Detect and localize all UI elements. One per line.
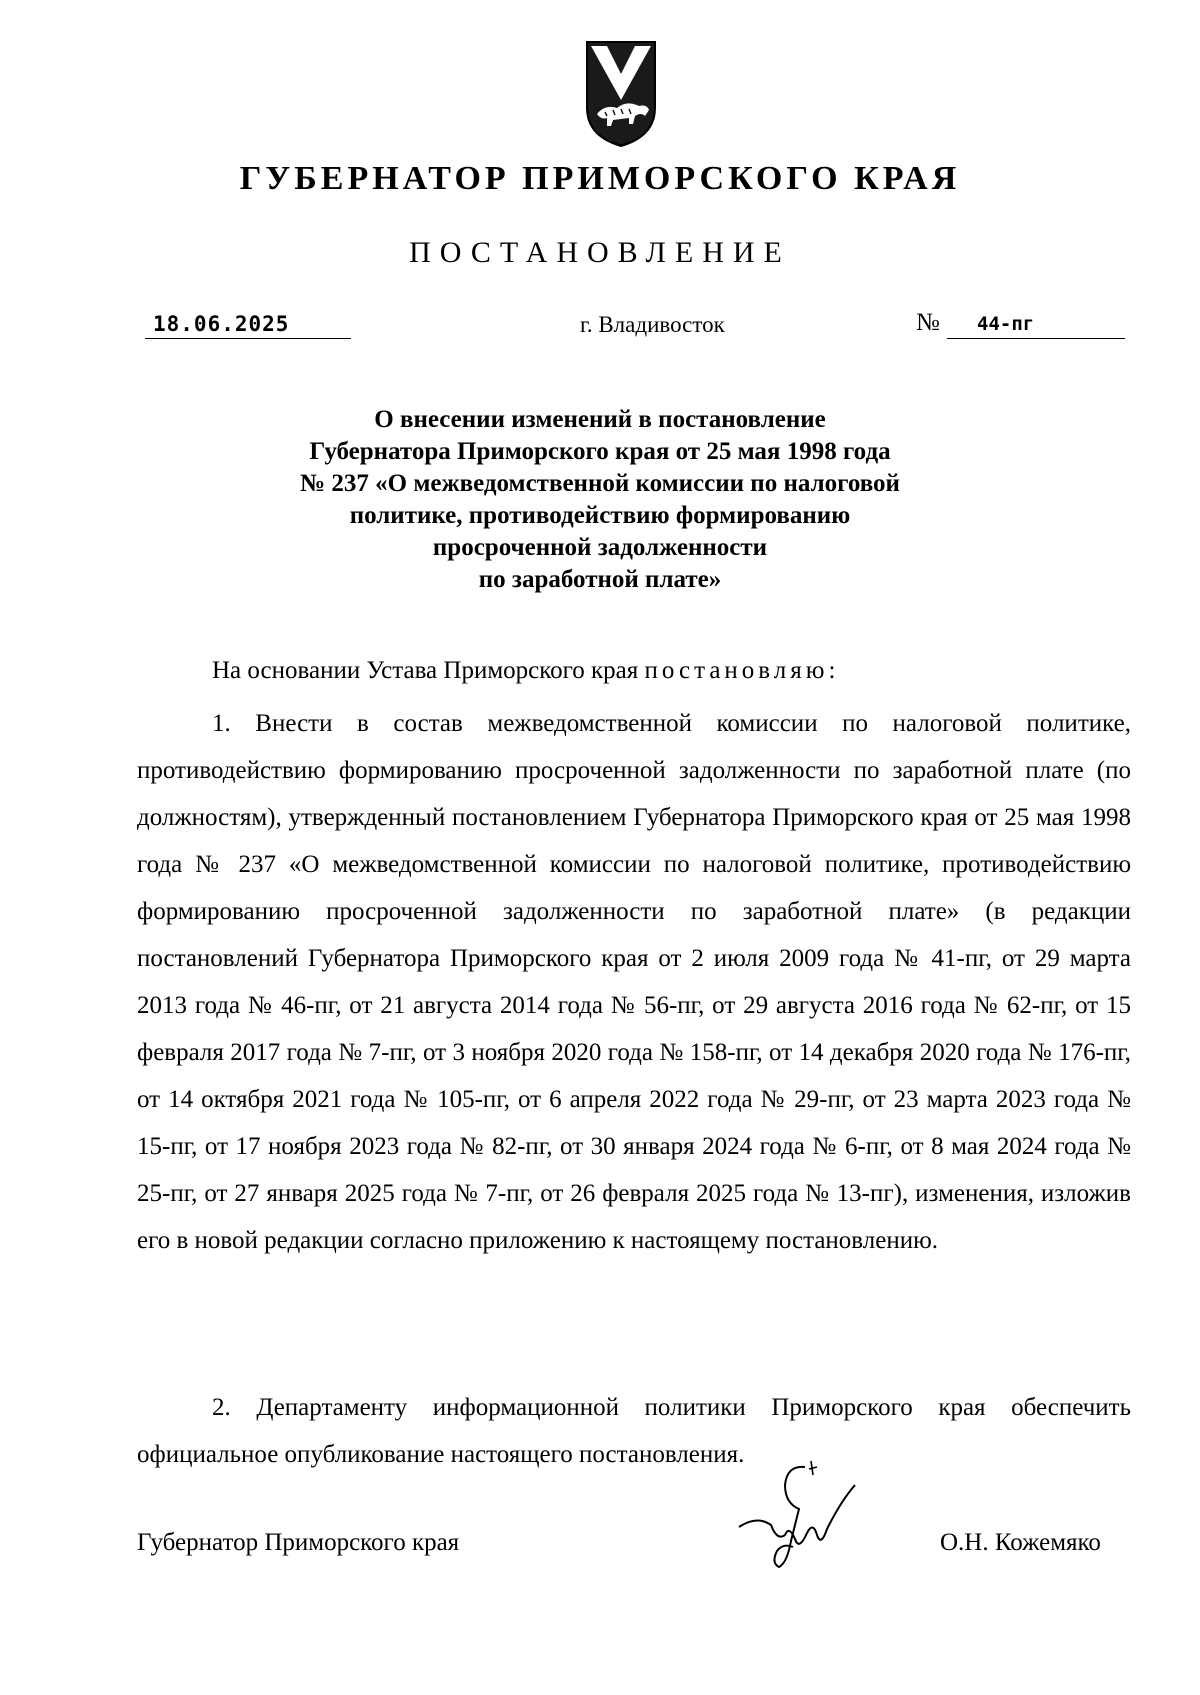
paragraph-1: 1. Внести в состав межведомственной комиссии по налоговой политике, противодействию формированию просроченной задолженности по заработной плате (по должностям), утвержденный постановлением Губернатора Приморского края от 25 мая 1998 года № 237 «О межведомственной комиссии по налоговой политике, противодействию формированию просроченной задолженности по заработной плате» (в редакции постановлений Губернатора Приморского края от 2 июля 2009 года № 41-пг, от 29 марта 2013 года № 46-пг, от 21 августа 2014 года № 56-пг, от 29 августа 2016 года № 62-пг, от 15 февраля 2017 года № 7-пг, от 3 ноября 2020 года № 158-пг, от 14 декабря 2020 года № 176-пг, от 14 октября 2021 года № 105-пг, от 6 апреля 2022 года № 29-пг, от 23 марта 2023 года № 15-пг, от 17 ноября 2023 года № 82-пг, от 30 января 2024 года № 6-пг, от 8 мая 2024 года № 25-пг, от 27 января 2025 года № 7-пг, от 26 февраля 2025 года № 13-пг), изменения, изложив его в новой редакции согласно приложению к настоящему постановлению. xyxy=(137,710,1131,1254)
intro-colon: : xyxy=(828,657,836,684)
subject-line: О внесении изменений в постановление xyxy=(374,406,826,433)
document-date: 18.06.2025 xyxy=(145,310,351,339)
signatory-position: Губернатор Приморского края xyxy=(137,1529,460,1556)
document-type: ПОСТАНОВЛЕНИЕ xyxy=(409,236,791,269)
subject-line: № 237 «О межведомственной комиссии по налоговой xyxy=(300,470,900,497)
document-number: 44-пг xyxy=(947,310,1125,339)
signatory-name: О.Н. Кожемяко xyxy=(940,1529,1101,1556)
organization-title: ГУБЕРНАТОР ПРИМОРСКОГО КРАЯ xyxy=(239,160,961,197)
subject-line: по заработной плате» xyxy=(478,566,722,593)
number-label: № xyxy=(916,309,940,336)
intro-text: На основании Устава Приморского края xyxy=(212,657,645,684)
subject-line: Губернатора Приморского края от 25 мая 1998 года xyxy=(309,438,891,465)
intro-paragraph xyxy=(212,656,1200,686)
document-city: г. Владивосток xyxy=(580,312,725,337)
coat-of-arms-icon xyxy=(583,38,659,150)
document-subject xyxy=(200,404,1000,596)
intro-keyword: постановляю xyxy=(644,657,829,684)
subject-line: политике, противодействию формированию xyxy=(349,502,851,529)
handwritten-signature xyxy=(735,1455,875,1580)
paragraph-2: 2. Департаменту информационной политики Приморского края обеспечить официальное опубликование настоящего постановления. xyxy=(137,1394,1131,1468)
subject-line: просроченной задолженности xyxy=(432,534,768,561)
